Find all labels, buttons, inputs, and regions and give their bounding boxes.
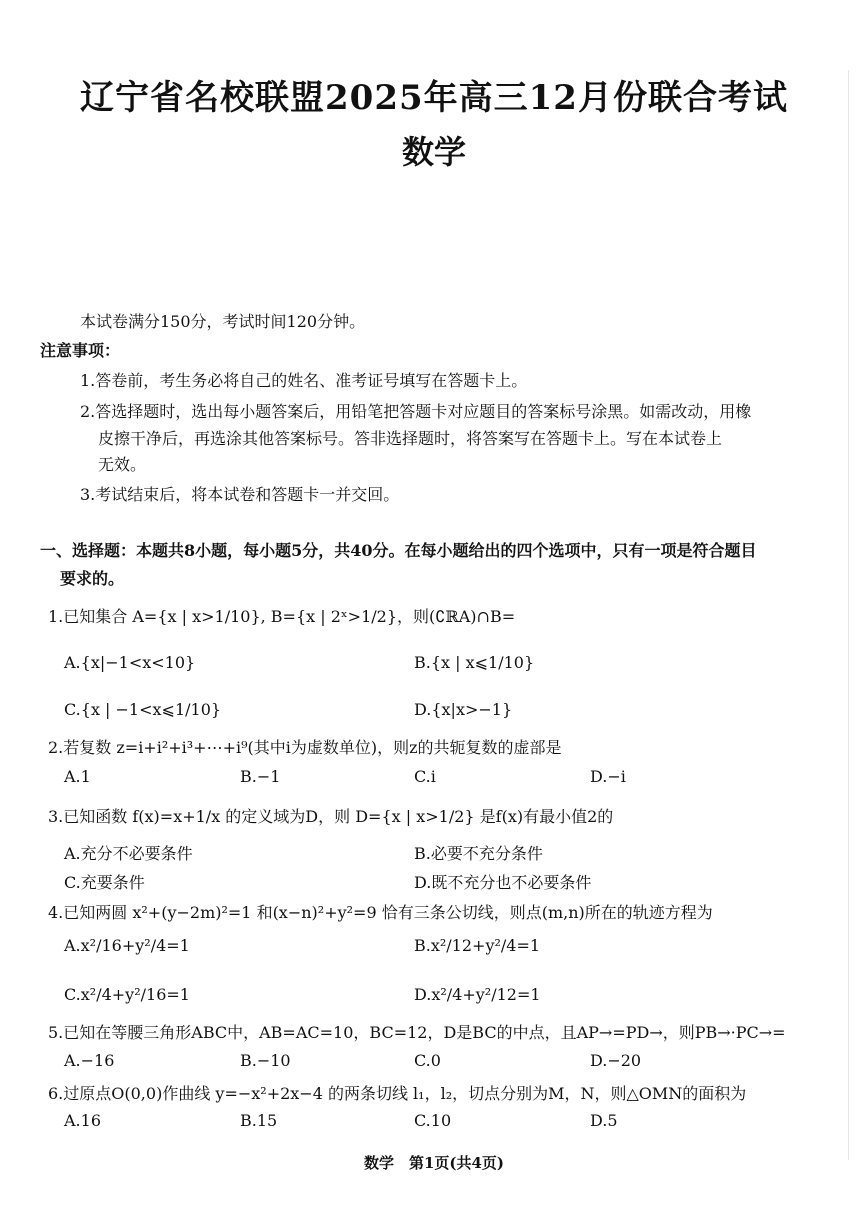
option-d: D.5 — [590, 1111, 618, 1130]
page-footer: 数学 第1页(共4页) — [363, 1154, 505, 1172]
option-c: C.0 — [414, 1051, 441, 1070]
option-a: A.x²/16+y²/4=1 — [64, 936, 190, 955]
notice-line: 皮擦干净后，再选涂其他答案标号。答非选择题时，将答案写在答题卡上。写在本试卷上 — [98, 429, 723, 448]
option-a: A.充分不必要条件 — [64, 844, 193, 863]
notice-line: 3.考试结束后，将本试卷和答题卡一并交回。 — [80, 485, 400, 504]
question-stem: 5.已知在等腰三角形ABC中，AB=AC=10，BC=12，D是BC的中点，且AP→=PD→，则PB→·PC→= — [48, 1023, 786, 1042]
option-b: B.{x | x⩽1/10} — [414, 653, 535, 672]
question-stem: 4.已知两圆 x²+(y−2m)²=1 和(x−n)²+y²=9 恰有三条公切线，则点(m,n)所在的轨迹方程为 — [48, 903, 713, 922]
notice-line: 2.答选择题时，选出每小题答案后，用铅笔把答题卡对应题目的答案标号涂黑。如需改动，用橡 — [80, 402, 752, 421]
scan-edge-divider — [848, 70, 849, 1160]
notice-line: 1.答卷前，考生务必将自己的姓名、准考证号填写在答题卡上。 — [80, 371, 528, 390]
option-b: B.−10 — [240, 1051, 291, 1070]
exam-title: 辽宁省名校联盟2025年高三12月份联合考试 — [80, 78, 788, 118]
question-stem: 1.已知集合 A={x | x>1/10}, B={x | 2ˣ>1/2}，则(∁ℝA)∩B= — [48, 607, 516, 626]
option-d: D.−20 — [590, 1051, 642, 1070]
question-stem: 3.已知函数 f(x)=x+1/x 的定义域为D，则 D={x | x>1/2} 是f(x)有最小值2的 — [48, 807, 614, 826]
option-d: D.{x|x>−1} — [414, 700, 513, 719]
option-c: C.x²/4+y²/16=1 — [64, 985, 190, 1004]
section-heading: 一、选择题：本题共8小题，每小题5分，共40分。在每小题给出的四个选项中，只有一项是符合题目 — [40, 541, 757, 560]
option-c: C.充要条件 — [64, 873, 145, 892]
option-c: C.i — [414, 767, 436, 786]
option-a: A.1 — [64, 767, 91, 786]
option-a: A.16 — [64, 1111, 101, 1130]
option-b: B.必要不充分条件 — [414, 844, 543, 863]
notice-title: 注意事项： — [40, 341, 121, 360]
option-d: D.−i — [590, 767, 626, 786]
option-d: D.既不充分也不必要条件 — [414, 873, 592, 892]
score-time-text: 本试卷满分150分，考试时间120分钟。 — [80, 312, 366, 331]
option-d: D.x²/4+y²/12=1 — [414, 985, 541, 1004]
option-a: A.−16 — [64, 1051, 115, 1070]
option-b: B.15 — [240, 1111, 278, 1130]
option-c: C.{x | −1<x⩽1/10} — [64, 700, 222, 719]
question-stem: 6.过原点O(0,0)作曲线 y=−x²+2x−4 的两条切线 l₁，l₂，切点分别为M，N，则△OMN的面积为 — [48, 1084, 747, 1103]
question-stem: 2.若复数 z=i+i²+i³+⋯+i⁹(其中i为虚数单位)，则z的共轭复数的虚部是 — [48, 738, 562, 757]
option-c: C.10 — [414, 1111, 452, 1130]
section-heading-cont: 要求的。 — [60, 569, 125, 588]
option-b: B.x²/12+y²/4=1 — [414, 936, 541, 955]
notice-line: 无效。 — [98, 455, 147, 474]
option-a: A.{x|−1<x<10} — [64, 653, 196, 672]
subject-title: 数学 — [401, 133, 466, 171]
option-b: B.−1 — [240, 767, 281, 786]
